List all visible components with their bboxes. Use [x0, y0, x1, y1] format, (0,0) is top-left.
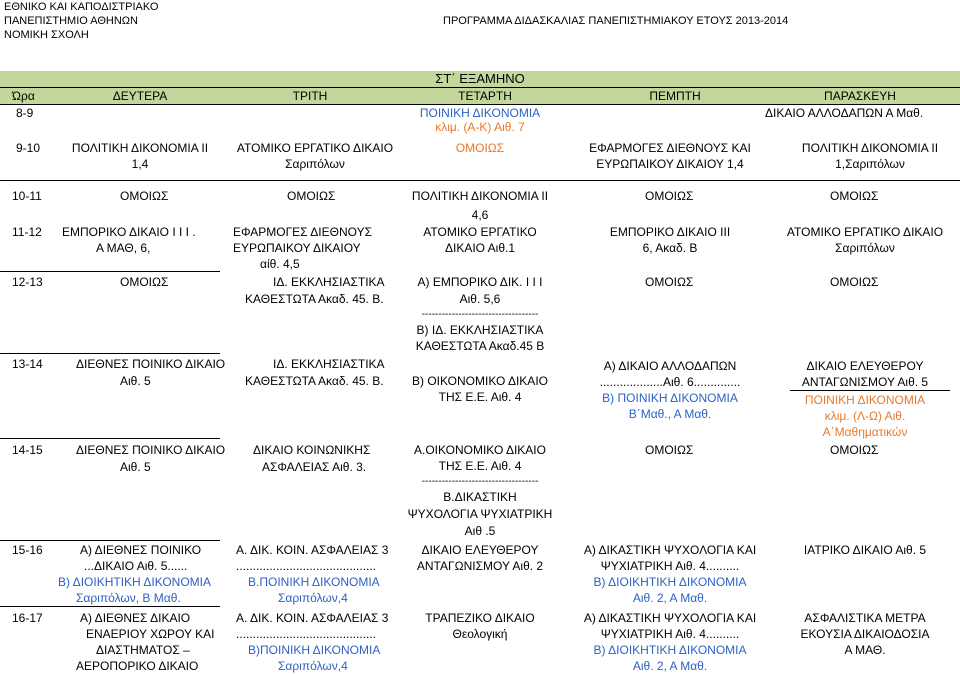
course-cell: Α. ΔΙΚ. ΚΟΙΝ. ΑΣΦΑΛΕΙΑΣ 3 [236, 543, 389, 557]
course-cell: Α) ΔΙΕΘΝΕΣ ΔΙΚΑΙΟ [80, 611, 191, 625]
course-cell: ΑΝΤΑΓΩΝΙΣΜΟΥ Αιθ. 5 [801, 375, 929, 389]
course-cell: ΔΙΚΑΙΟ ΕΛΕΥΘΕΡΟΥ [421, 543, 539, 557]
course-cell: ΨΥΧΙΑΤΡΙΚΗ Αιθ. 4.......... [600, 559, 740, 573]
hour-label: 14-15 [12, 443, 43, 457]
hour-label: 10-11 [12, 189, 42, 203]
course-cell: ΔΙΚΑΙΟ Αιθ.1 [444, 241, 516, 255]
hour-label: 8-9 [16, 106, 34, 120]
course-cell: Σαριπόλων [285, 157, 345, 171]
hour-label: 16-17 [12, 611, 43, 625]
course-cell: Α) ΔΙΚΑΙΟ ΑΛΛΟΔΑΠΩΝ [603, 359, 737, 373]
divider [0, 104, 960, 105]
course-cell: ΟΜΟΙΩΣ [645, 443, 694, 457]
course-cell: Β.ΔΙΚΑΣΤΙΚΗ [443, 490, 517, 504]
course-cell: Β) ΔΙΟΙΚΗΤΙΚΗ ΔΙΚΟΝΟΜΙΑ [593, 643, 747, 657]
col-header-thursday: ΠΕΜΠΤΗ [649, 89, 701, 103]
course-cell: ΤΗΣ Ε.Ε. Αιθ. 4 [438, 390, 522, 404]
separator-dashes: ----------------------------------- [421, 309, 539, 320]
course-cell: Αιθ. 5,6 [459, 292, 501, 306]
course-cell: ...ΔΙΚΑΙΟ Αιθ. 5...... [84, 559, 188, 573]
col-header-hour: Ώρα [12, 89, 35, 103]
course-cell: ΠΟΙΝΙΚΗ ΔΙΚΟΝΟΜΙΑ [419, 106, 541, 120]
course-cell: ΙΔ. ΕΚΚΛΗΣΙΑΣΤΙΚΑ [273, 357, 385, 371]
course-cell: ΠΟΛΙΤΙΚΗ ΔΙΚΟΝΟΜΙΑ ΙΙ [801, 141, 939, 155]
course-cell: ΠΟΛΙΤΙΚΗ ΔΙΚΟΝΟΜΙΑ ΙΙ [71, 141, 209, 155]
course-cell: ΑΤΟΜΙΚΟ ΕΡΓΑΤΙΚΟ ΔΙΚΑΙΟ [786, 225, 944, 239]
course-cell: Β) ΔΙΟΙΚΗΤΙΚΗ ΔΙΚΟΝΟΜΙΑ [58, 575, 212, 589]
course-cell: Αιθ. 2, Α Μαθ. [632, 591, 708, 605]
course-cell: Α) ΔΙΚΑΣΤΙΚΗ ΨΥΧΟΛΟΓΙΑ ΚΑΙ [583, 543, 757, 557]
course-cell: Α. ΔΙΚ. ΚΟΙΝ. ΑΣΦΑΛΕΙΑΣ 3 [236, 611, 389, 625]
course-cell: Α) ΕΜΠΟΡΙΚΟ ΔΙΚ. Ι Ι Ι [417, 275, 543, 289]
course-cell: ΟΜΟΙΩΣ [455, 141, 505, 155]
course-cell: ΕΜΠΟΡΙΚΟ ΔΙΚΑΙΟ ΙΙΙ [609, 225, 731, 239]
course-cell: ΤΗΣ Ε.Ε. Αιθ. 4 [438, 459, 522, 473]
course-cell: Σαριπόλων,4 [278, 591, 348, 605]
course-cell: κλιμ. (Α-Κ) Αιθ. 7 [435, 120, 525, 134]
course-cell: 4,6 [471, 208, 489, 222]
course-cell: ΟΜΟΙΩΣ [287, 189, 336, 203]
course-cell: ΑΝΤΑΓΩΝΙΣΜΟΥ Αιθ. 2 [416, 559, 544, 573]
program-title: ΠΡΟΓΡΑΜΜΑ ΔΙΔΑΣΚΑΛΙΑΣ ΠΑΝΕΠΙΣΤΗΜΙΑΚΟΥ ΕΤΟΥΣ 2013-2014 [443, 15, 789, 27]
course-cell: ΔΙΚΑΙΟ ΕΛΕΥΘΕΡΟΥ [806, 359, 924, 373]
course-cell: ΙΔ. ΕΚΚΛΗΣΙΑΣΤΙΚΑ [273, 275, 385, 289]
course-cell: Σαριπόλων,4 [278, 659, 348, 673]
course-cell: Β) ΔΙΟΙΚΗΤΙΚΗ ΔΙΚΟΝΟΜΙΑ [593, 575, 747, 589]
course-cell: Αιθ. 2, Α Μαθ. [632, 659, 708, 673]
col-header-wednesday: ΤΕΤΑΡΤΗ [458, 89, 512, 103]
course-cell: ΟΜΟΙΩΣ [830, 275, 879, 289]
course-cell: Α) ΔΙΚΑΣΤΙΚΗ ΨΥΧΟΛΟΓΙΑ ΚΑΙ [583, 611, 757, 625]
course-cell: ΟΜΟΙΩΣ [645, 189, 694, 203]
course-cell: Β) ΠΟΙΝΙΚΗ ΔΙΚΟΝΟΜΙΑ [602, 391, 738, 405]
course-cell: ΟΜΟΙΩΣ [830, 189, 879, 203]
course-cell: Α ΜΑΘ. [844, 643, 886, 657]
course-cell: Β) ΟΙΚΟΝΟΜΙΚΟ ΔΙΚΑΙΟ [412, 374, 548, 388]
course-cell: κλιμ. (Λ-Ω) Αιθ. [824, 409, 906, 423]
col-header-tuesday: ΤΡΙΤΗ [292, 89, 328, 103]
course-cell: ΕΜΠΟΡΙΚΟ ΔΙΚΑΙΟ Ι Ι Ι . [62, 225, 196, 239]
divider [0, 271, 220, 272]
course-cell: ΕΝΑΕΡΙΟΥ ΧΩΡΟΥ ΚΑΙ [86, 627, 215, 641]
course-cell: Α ΜΑΘ, 6, [96, 241, 151, 255]
divider [0, 438, 220, 439]
course-cell: 6, Ακαδ. Β [642, 241, 698, 255]
course-cell: ΠΟΛΙΤΙΚΗ ΔΙΚΟΝΟΜΙΑ ΙΙ [411, 189, 549, 203]
course-cell: ΟΜΟΙΩΣ [830, 443, 879, 457]
course-cell: Β)ΠΟΙΝΙΚΗ ΔΙΚΟΝΟΜΙΑ [248, 643, 381, 657]
hour-label: 12-13 [12, 275, 43, 289]
divider [0, 606, 220, 607]
course-cell: ΟΜΟΙΩΣ [120, 275, 169, 289]
course-cell: .......................................... [236, 559, 377, 573]
divider [0, 540, 220, 541]
course-cell: ΟΜΟΙΩΣ [645, 275, 694, 289]
course-cell: ΙΑΤΡΙΚΟ ΔΙΚΑΙΟ Αιθ. 5 [803, 543, 927, 557]
course-cell: ΔΙΚΑΙΟ ΑΛΛΟΔΑΠΩΝ Α Μαθ. [765, 106, 924, 120]
course-cell: Β.ΠΟΙΝΙΚΗ ΔΙΚΟΝΟΜΙΑ [248, 575, 380, 589]
course-cell: ΑΣΦΑΛΙΣΤΙΚΑ ΜΕΤΡΑ [804, 611, 926, 625]
course-cell: Αιθ. 5 [120, 460, 151, 474]
course-cell: Θεολογική [452, 627, 508, 641]
divider [790, 390, 950, 391]
course-cell: 1,4 [131, 157, 149, 171]
course-cell: 1,Σαριπόλων [835, 157, 905, 171]
course-cell: Β) ΙΔ. ΕΚΚΛΗΣΙΑΣΤΙΚΑ [416, 323, 544, 337]
course-cell: ΠΟΙΝΙΚΗ ΔΙΚΟΝΟΜΙΑ [804, 393, 926, 407]
course-cell: ΔΙΕΘΝΕΣ ΠΟΙΝΙΚΟ ΔΙΚΑΙΟ [76, 357, 226, 371]
divider [0, 87, 960, 88]
course-cell: Αιθ .5 [464, 524, 496, 538]
course-cell: ΨΥΧΟΛΟΓΙΑ ΨΥΧΙΑΤΡΙΚΗ [407, 507, 553, 521]
course-cell: ΚΑΘΕΣΤΩΤΑ Ακαδ.45 Β [415, 339, 545, 353]
course-cell: Α΄Μαθηματικών [822, 425, 908, 439]
hour-label: 9-10 [16, 141, 41, 155]
course-cell: ...................Αιθ. 6.............. [599, 375, 741, 389]
course-cell: ΚΑΘΕΣΤΩΤΑ Ακαδ. 45. Β. [245, 374, 384, 388]
semester-title: ΣΤ΄ ΕΞΑΜΗΝΟ [435, 71, 525, 86]
course-cell: Β΄Μαθ., Α Μαθ. [628, 407, 712, 421]
divider [0, 353, 220, 354]
hour-label: 13-14 [12, 357, 43, 371]
course-cell: ΔΙΑΣΤΗΜΑΤΟΣ – [96, 643, 190, 657]
course-cell: ΑΕΡΟΠΟΡΙΚΟ ΔΙΚΑΙΟ [76, 659, 199, 673]
course-cell: ΕΦΑΡΜΟΓΕΣ ΔΙΕΘΝΟΥΣ [233, 225, 372, 239]
col-header-monday: ΔΕΥΤΕΡΑ [112, 89, 168, 103]
course-cell: Α) ΔΙΕΘΝΕΣ ΠΟΙΝΙΚΟ [80, 543, 202, 557]
course-cell: ΕΚΟΥΣΙΑ ΔΙΚΑΙΟΔΟΣΙΑ [800, 627, 930, 641]
course-cell: ΕΥΡΩΠΑΙΚΟΥ ΔΙΚΑΙΟΥ 1,4 [596, 157, 744, 171]
hour-label: 11-12 [12, 225, 42, 239]
course-cell: ΑΤΟΜΙΚΟ ΕΡΓΑΤΙΚΟ [423, 225, 537, 239]
course-cell: ΤΡΑΠΕΖΙΚΟ ΔΙΚΑΙΟ [425, 611, 535, 625]
course-cell: .......................................... [236, 627, 377, 641]
course-cell: ΨΥΧΙΑΤΡΙΚΗ Αιθ. 4.......... [600, 627, 740, 641]
course-cell: ΑΣΦΑΛΕΙΑΣ Αιθ. 3. [262, 460, 367, 474]
course-cell: Σαριπόλων [835, 241, 895, 255]
course-cell: ΕΥΡΩΠΑΙΚΟΥ ΔΙΚΑΙΟΥ [233, 241, 361, 255]
hour-label: 15-16 [12, 543, 43, 557]
col-header-friday: ΠΑΡΑΣΚΕΥΗ [824, 89, 896, 103]
school-name: ΝΟΜΙΚΗ ΣΧΟΛΗ [4, 29, 89, 41]
course-cell: Σαριπόλων, Β Μαθ. [76, 591, 181, 605]
university-name-line2: ΠΑΝΕΠΙΣΤΗΜΙΟ ΑΘΗΝΩΝ [4, 15, 138, 27]
course-cell: Αιθ. 5 [120, 374, 151, 388]
university-name: ΕΘΝΙΚΟ ΚΑΙ ΚΑΠΟΔΙΣΤΡΙΑΚΟ [4, 1, 159, 13]
separator-dashes: ----------------------------------- [421, 476, 539, 487]
course-cell: αίθ. 4,5 [260, 257, 300, 271]
divider [0, 180, 960, 181]
course-cell: ΔΙΕΘΝΕΣ ΠΟΙΝΙΚΟ ΔΙΚΑΙΟ [76, 443, 226, 457]
course-cell: ΟΜΟΙΩΣ [120, 189, 169, 203]
course-cell: Α.ΟΙΚΟΝΟΜΙΚΟ ΔΙΚΑΙΟ [414, 443, 546, 457]
course-cell: ΔΙΚΑΙΟ ΚΟΙΝΩΝΙΚΗΣ [253, 443, 371, 457]
course-cell: ΑΤΟΜΙΚΟ ΕΡΓΑΤΙΚΟ ΔΙΚΑΙΟ [236, 141, 394, 155]
course-cell: ΚΑΘΕΣΤΩΤΑ Ακαδ. 45. Β. [245, 292, 384, 306]
course-cell: ΕΦΑΡΜΟΓΕΣ ΔΙΕΘΝΟΥΣ ΚΑΙ [589, 141, 751, 155]
